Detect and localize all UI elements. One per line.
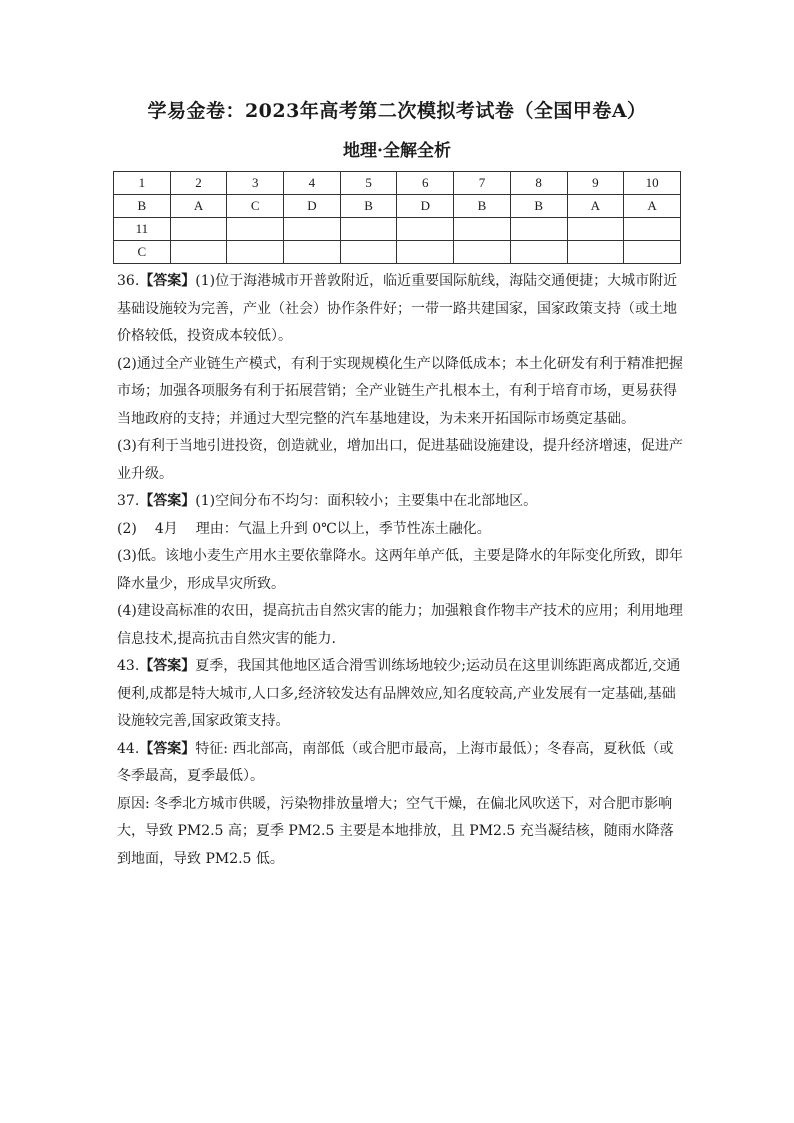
q36-paragraph-2: (2)通过全产业链生产模式，有利于实现规模化生产以降低成本；本土化研发有利于精准把握市场；加强各项服务有利于拓展营销；全产业链生产扎根本土，有利于培育市场，更易获得当地政府的支持；并通过大型完整的汽车基地建设，为未来开拓国际市场奠定基础。 [117,355,683,427]
question-number: 36. [117,273,140,289]
table-cell: 10 [624,172,681,195]
table-cell: D [397,195,454,218]
table-cell: B [340,195,397,218]
q36-paragraph-1 [117,268,683,351]
answer-body [117,268,683,873]
table-cell [227,241,284,264]
table-cell: A [567,195,624,218]
table-cell: 7 [454,172,511,195]
table-cell [624,241,681,264]
table-cell: 9 [567,172,624,195]
question-number: 44. [117,740,140,757]
table-cell [510,241,567,264]
table-cell [567,218,624,241]
q37-paragraph-3: (3)低。该地小麦生产用水主要依靠降水。这两年单产低，主要是降水的年际变化所致，即年降水量少，形成旱灾所致。 [117,548,683,592]
answer-tag: 【答案】 [139,273,196,289]
table-cell: A [624,195,681,218]
question-number: 37. [117,493,140,509]
answer-text: (1)位于海港城市开普敦附近，临近重要国际航线，海陆交通便捷；大城市附近基础设施较为完善，产业（社会）协作条件好；一带一路共建国家，国家政策支持（或土地价格较低，投资成本较低）。 [117,273,678,344]
page-subtitle: 地理·全解全析 [343,141,451,161]
answer-text: (1)空间分布不均匀：面积较小；主要集中在北部地区。 [195,493,538,509]
table-cell [340,218,397,241]
table-cell [567,241,624,264]
table-cell [170,218,227,241]
page-title: 学易金卷：2023年高考第二次模拟考试卷（全国甲卷A） [147,100,647,122]
table-cell: A [170,195,227,218]
table-cell: 6 [397,172,454,195]
table-cell [397,241,454,264]
table-cell [284,241,341,264]
sub-number: (2) [117,520,137,537]
table-cell: C [227,195,284,218]
table-row [114,218,681,241]
answer-table [113,171,681,264]
table-cell: 1 [114,172,171,195]
table-cell: 4 [284,172,341,195]
answer-text: 特征: 西北部高，南部低（或合肥市最高，上海市最低）；冬春高，夏秋低（或冬季最高，夏季最低）。 [117,740,674,784]
table-cell [284,218,341,241]
q36-paragraph-3: (3)有利于当地引进投资，创造就业，增加出口，促进基础设施建设，提升经济增速，促进产业升级。 [117,438,683,482]
q37-paragraph-1 [117,488,683,516]
table-cell: B [454,195,511,218]
table-cell: 8 [510,172,567,195]
answer-tag: 【答案】 [139,658,196,674]
table-cell: B [510,195,567,218]
q43-paragraph-1 [117,653,683,736]
table-cell: 3 [227,172,284,195]
answer-tag: 【答案】 [139,493,196,509]
question-number: 43. [117,658,140,674]
table-cell [624,218,681,241]
table-cell: C [114,241,171,264]
table-cell: B [114,195,171,218]
answer-tag: 【答案】 [139,740,196,757]
table-cell [170,241,227,264]
answer-month: 4月 [154,520,178,537]
q37-paragraph-4: (4)建设高标准的农田，提高抗击自然灾害的能力；加强粮食作物丰产技术的应用；利用地理信息技术,提高抗击自然灾害的能力. [117,603,683,647]
table-row [114,172,681,195]
table-cell: 2 [170,172,227,195]
q37-paragraph-2 [117,516,683,544]
table-cell [510,218,567,241]
table-row [114,241,681,264]
answer-reason: 理由：气温上升到 0℃以上，季节性冻土融化。 [195,520,491,537]
q44-paragraph-1 [117,736,683,791]
table-cell [340,241,397,264]
q44-paragraph-2: 原因: 冬季北方城市供暖，污染物排放量增大；空气干燥，在偏北风吹送下，对合肥市影响大，导致 PM2.5 高；夏季 PM2.5 主要是本地排放，且 PM2.5 充当凝结核，随雨水降落到地面，导致 PM2.5 低。 [117,795,674,867]
table-cell [227,218,284,241]
table-cell [454,241,511,264]
table-row [114,195,681,218]
table-cell [397,218,454,241]
table-cell: 5 [340,172,397,195]
table-cell [454,218,511,241]
table-cell: D [284,195,341,218]
answer-text: 夏季，我国其他地区适合滑雪训练场地较少;运动员在这里训练距离成都近,交通便利,成都是特大城市,人口多,经济较发达有品牌效应,知名度较高,产业发展有一定基础,基础设施较完善,国家政策支持。 [117,658,681,729]
table-cell: 11 [114,218,171,241]
